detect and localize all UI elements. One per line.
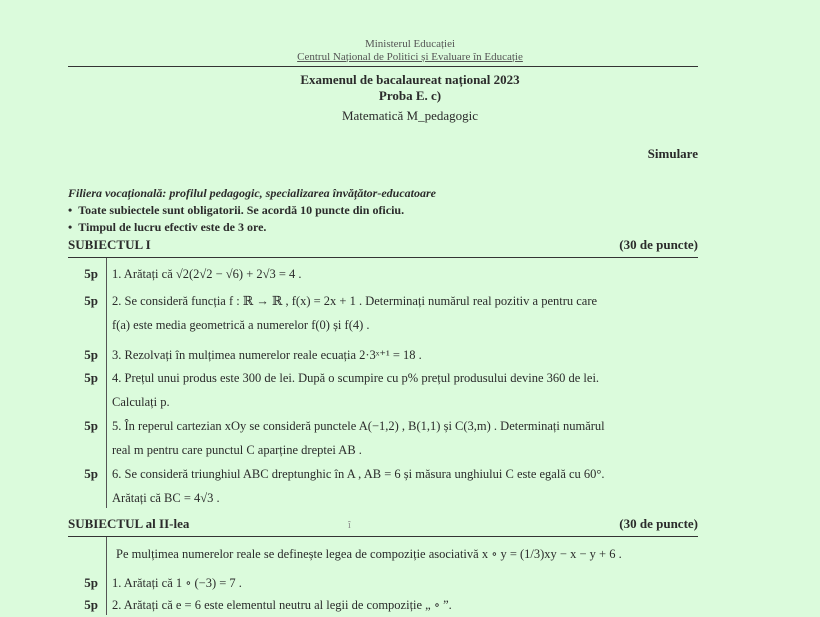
bullet-timp: • Timpul de lucru efectiv este de 3 ore. xyxy=(68,220,267,234)
header-rule xyxy=(68,66,698,67)
item-text-line: 1. Arătați că √2(2√2 − √6) + 2√3 = 4 . xyxy=(112,267,302,281)
exam-line-1: Examenul de bacalaureat național 2023 xyxy=(300,72,520,87)
stray-mark: ȋ xyxy=(348,520,351,531)
item-text-line: real m pentru care punctul C aparține dreptei AB . xyxy=(112,443,362,457)
exam-line-2: Proba E. c) xyxy=(378,88,442,103)
ministry-line-1: Ministerul Educației xyxy=(364,38,456,50)
item-points: 5p xyxy=(84,418,98,433)
item-points: 5p xyxy=(84,266,98,281)
subiect-2-title: SUBIECTUL al II-lea xyxy=(68,516,190,531)
simulare-label: Simulare xyxy=(647,146,698,161)
subiect-2-intro: Pe mulțimea numerelor reale se definește legea de compoziție asociativă x ∘ y = (1/3)xy − x − y + 6 . xyxy=(116,547,622,561)
subiect-1-rule xyxy=(68,257,698,258)
item-points: 5p xyxy=(84,575,98,590)
subiect-1-title: SUBIECTUL I xyxy=(68,237,151,252)
item-text-line: Arătați că BC = 4√3 . xyxy=(112,491,220,505)
item-text-line: 4. Prețul unui produs este 300 de lei. După o scumpire cu p% prețul produsului devine 360 de lei. xyxy=(112,371,600,385)
subiect-1-header xyxy=(68,237,698,253)
item-points: 5p xyxy=(84,466,98,481)
bullet-obligatorii: • Toate subiectele sunt obligatorii. Se acordă 10 puncte din oficiu. xyxy=(68,203,405,217)
ministry-line-2: Centrul Național de Politici și Evaluare în Educație xyxy=(297,51,523,63)
exam-title xyxy=(0,72,820,104)
item-text-line: 5. În reperul cartezian xOy se consideră punctele A(−1,2) , B(1,1) și C(3,m) . Determinați numărul xyxy=(112,419,605,433)
item-text-line: 2. Se consideră funcția f : ℝ → ℝ , f(x) = 2x + 1 . Determinați numărul real pozitiv a pentru care xyxy=(112,294,598,308)
item-points: 5p xyxy=(84,370,98,385)
ministry-header xyxy=(0,38,820,64)
item-text-line: 1. Arătați că 1 ∘ (−3) = 7 . xyxy=(112,576,242,590)
subiect-2-points: (30 de puncte) xyxy=(619,516,698,531)
item-points: 5p xyxy=(84,597,98,612)
subject-title: Matematică M_pedagogic xyxy=(341,108,479,123)
item-text-line: Calculați p. xyxy=(112,395,170,409)
subiect-2-rule xyxy=(68,536,698,537)
item-points: 5p xyxy=(84,293,98,308)
item-text-line: 6. Se consideră triunghiul ABC dreptunghic în A , AB = 6 și măsura unghiului C este egală cu 60°. xyxy=(112,467,605,481)
subiect-1-column-line xyxy=(106,258,107,508)
bullet-2-text: Timpul de lucru efectiv este de 3 ore. xyxy=(78,220,267,234)
subiect-1-points: (30 de puncte) xyxy=(619,237,698,252)
bullet-1-text: Toate subiectele sunt obligatorii. Se acordă 10 puncte din oficiu. xyxy=(78,203,405,217)
item-text-line: 3. Rezolvați în mulțimea numerelor reale ecuația 2·3ˣ⁺¹ = 18 . xyxy=(112,348,422,362)
filiera-line: Filiera vocațională: profilul pedagogic, specializarea învățător-educatoare xyxy=(68,186,436,200)
subiect-2-column-line xyxy=(106,537,107,615)
item-text-line: f(a) este media geometrică a numerelor f(0) și f(4) . xyxy=(112,318,370,332)
subiect-2-header xyxy=(68,516,698,532)
item-points: 5p xyxy=(84,347,98,362)
item-text-line: 2. Arătați că e = 6 este elementul neutru al legii de compoziție „ ∘ ”. xyxy=(112,598,452,612)
